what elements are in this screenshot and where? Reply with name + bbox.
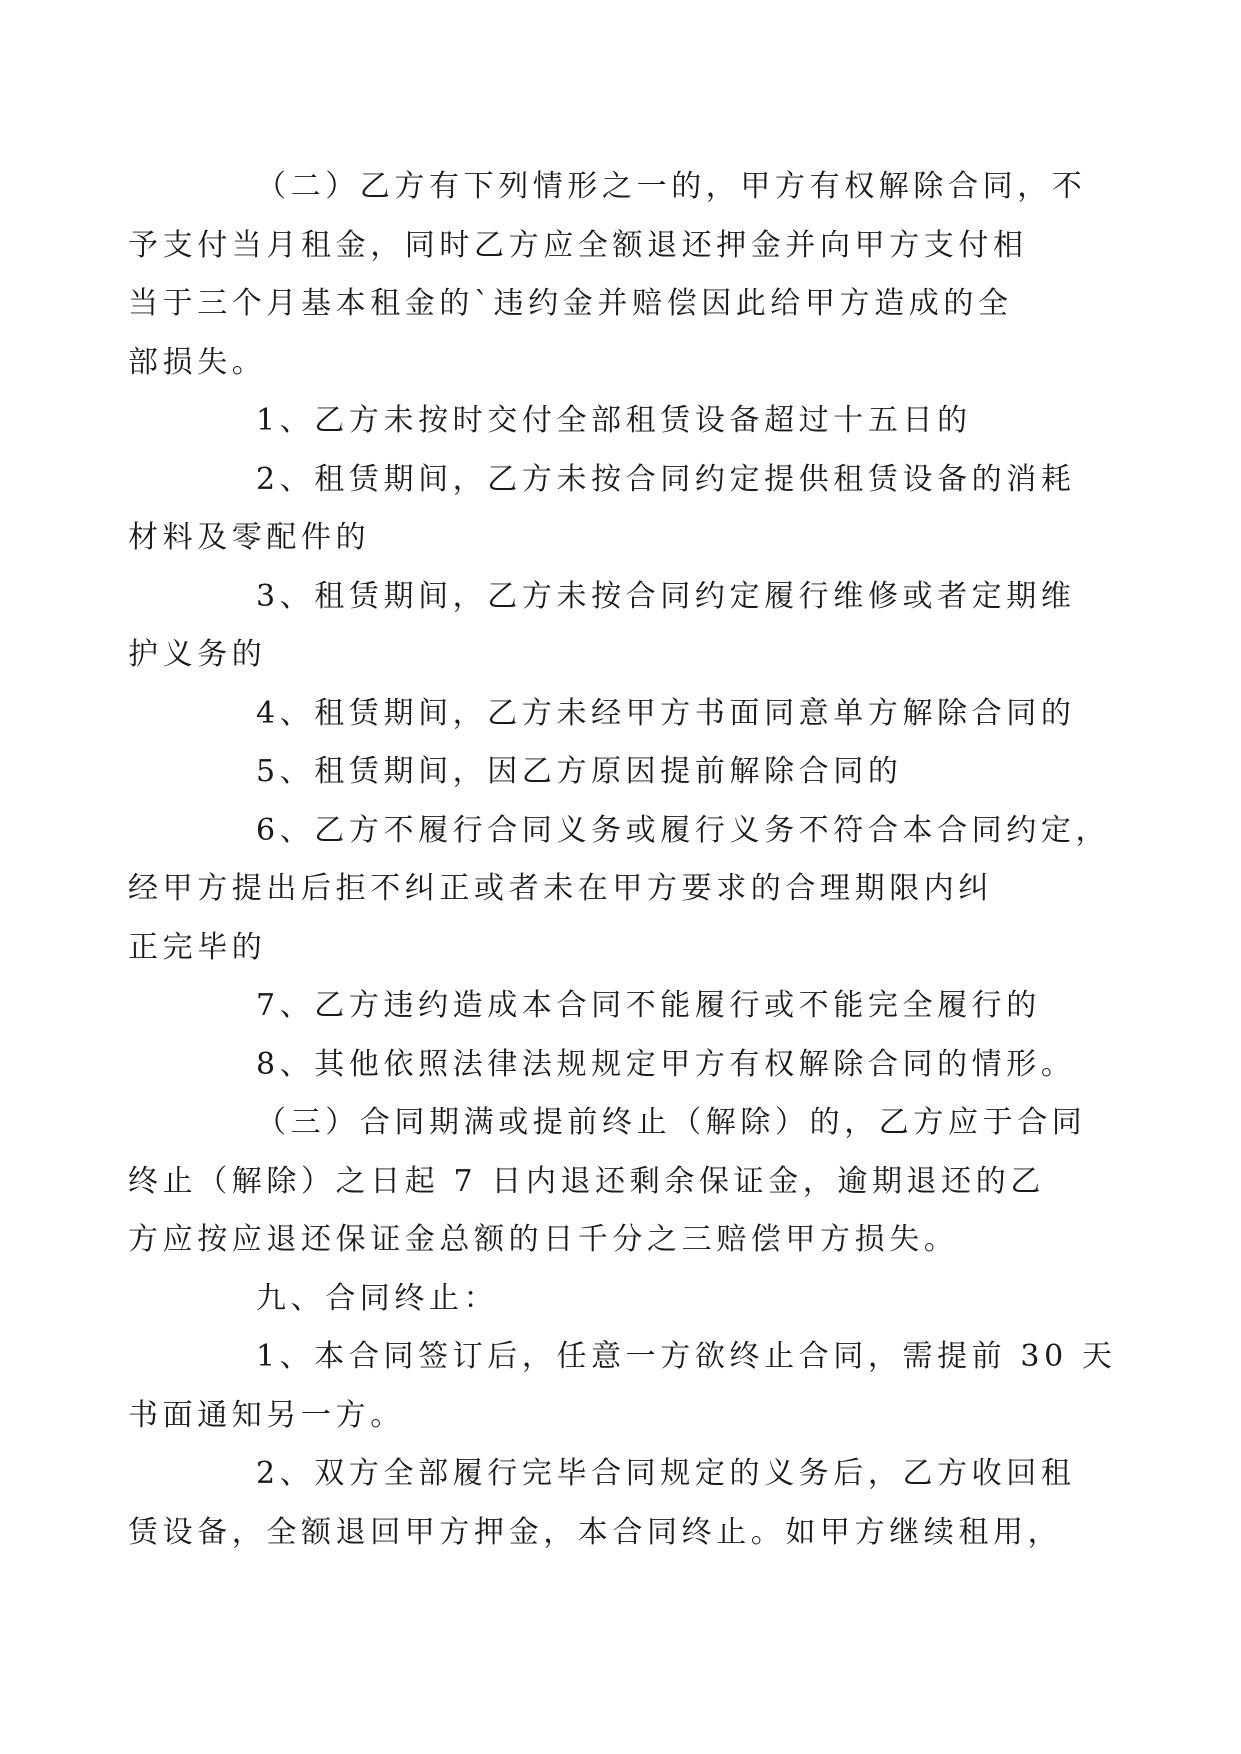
- termination-item-2: [128, 1445, 1076, 1562]
- clause-2-paragraph: [128, 158, 1087, 392]
- text-line: 2、租赁期间，乙方未按合同约定提供租赁设备的消耗: [256, 461, 1076, 497]
- termination-item-1: [128, 1328, 1117, 1445]
- text-line: 赁设备，全额退回甲方押金，本合同终止。如甲方继续租用，: [128, 1514, 1063, 1550]
- text-line: 护义务的: [128, 637, 267, 672]
- text-line: 4、租赁期间，乙方未经甲方书面同意单方解除合同的: [256, 695, 1076, 731]
- text-line: 当于三个月基本租金的`违约金并赔偿因此给甲方造成的全: [128, 286, 1013, 321]
- list-item-4: [192, 685, 1076, 744]
- section-9-heading: [192, 1270, 1054, 1329]
- list-item-8: [192, 1036, 1076, 1095]
- text-line: 8、其他依照法律法规规定甲方有权解除合同的情形。: [256, 1046, 1076, 1082]
- text-line: 经甲方提出后拒不纠正或者未在甲方要求的合理期限内纠: [128, 871, 993, 906]
- text-line: 方应按应退还保证金总额的日千分之三赔偿甲方损失。: [128, 1222, 959, 1257]
- text-line: 九、合同终止：: [256, 1280, 499, 1316]
- text-line: 6、乙方不履行合同义务或履行义务不符合本合同约定，: [256, 812, 1111, 848]
- text-line: 部损失。: [128, 344, 267, 380]
- text-line: 予支付当月租金，同时乙方应全额退还押金并向甲方支付相: [128, 227, 1028, 263]
- text-line: 2、双方全部履行完毕合同规定的义务后，乙方收回租: [256, 1456, 1076, 1491]
- text-line: （二）乙方有下列情形之一的，甲方有权解除合同，不: [256, 169, 1087, 204]
- text-line: 终止（解除）之日起 7 日内退还剩余保证金，逾期退还的乙: [128, 1163, 1045, 1199]
- text-line: 7、乙方违约造成本合同不能履行或不能完全履行的: [256, 988, 1041, 1023]
- text-line: 1、本合同签订后，任意一方欲终止合同，需提前 30 天: [256, 1339, 1117, 1374]
- text-line: 材料及零配件的: [128, 520, 371, 555]
- text-line: 5、租赁期间，因乙方原因提前解除合同的: [256, 754, 903, 789]
- text-line: 3、租赁期间，乙方未按合同约定履行维修或者定期维: [256, 578, 1076, 614]
- list-item-6: [128, 802, 1111, 978]
- list-item-2: [128, 451, 1076, 568]
- list-item-5: [192, 743, 1054, 802]
- list-item-3: [128, 568, 1076, 685]
- text-line: 书面通知另一方。: [128, 1397, 405, 1433]
- text-line: 1、乙方未按时交付全部租赁设备超过十五日的: [256, 403, 972, 438]
- list-item-7: [192, 977, 1054, 1036]
- text-line: （三）合同期满或提前终止（解除）的，乙方应于合同: [256, 1105, 1087, 1140]
- text-line: 正完毕的: [128, 929, 267, 965]
- document-body: [128, 158, 1117, 1562]
- list-item-1: [192, 392, 1054, 451]
- clause-3-paragraph: [128, 1094, 1087, 1270]
